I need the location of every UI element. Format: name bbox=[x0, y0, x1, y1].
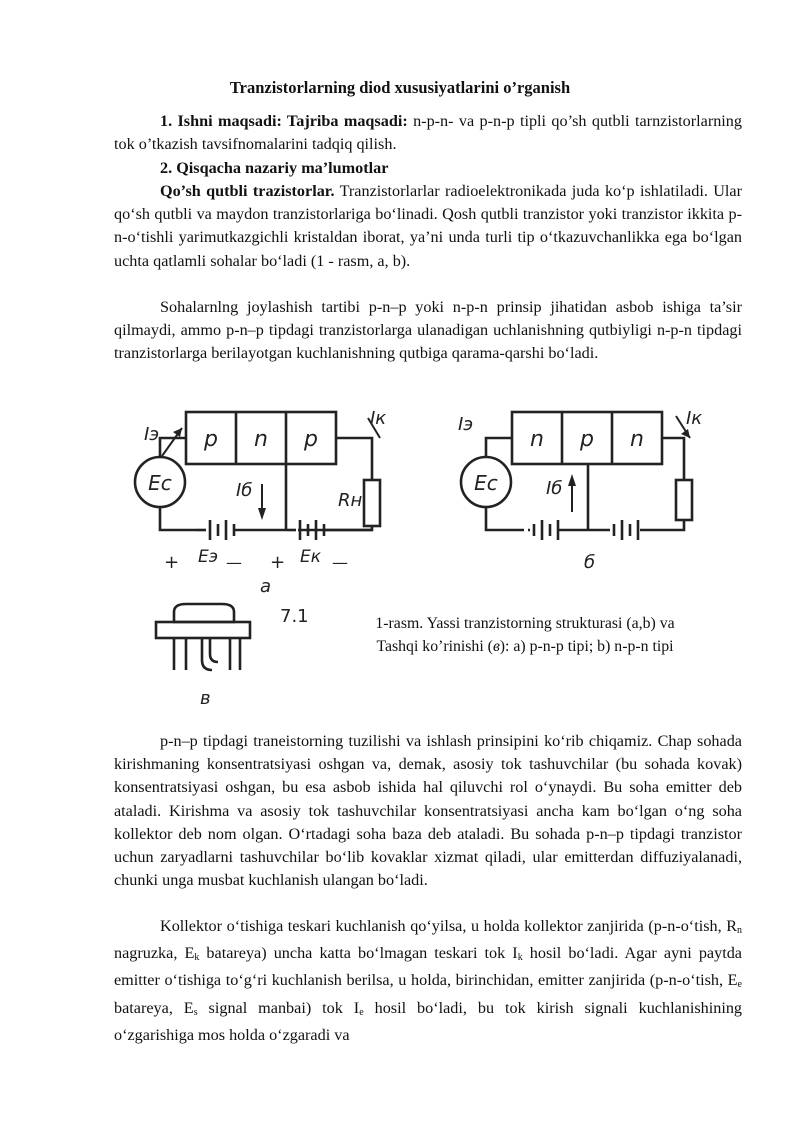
p4-sub-2: k bbox=[194, 952, 200, 964]
circuit-pnp bbox=[135, 408, 386, 597]
p4-sub-4: e bbox=[737, 979, 742, 991]
p4-sub-3: k bbox=[517, 952, 523, 964]
battery-ek-label: Eк bbox=[300, 547, 322, 567]
figure-caption bbox=[340, 612, 710, 658]
battery-minus-2: — bbox=[332, 553, 348, 572]
caption-text-b: в bbox=[492, 638, 500, 655]
battery-ee-label: Eэ bbox=[198, 547, 219, 567]
arrow-icon bbox=[258, 508, 266, 520]
region-left-2: n bbox=[254, 427, 268, 452]
paragraph-2: Sohalarnlng joylashish tartibi p-n–p yoki n-p-n prinsip jihatidan asbob ishiga ta’sir qilmaydi, ammo p-n–p tipdagi tranzistorlarga ulanadigan uchlanishning qutbiyligi n-p-n tipdagi tranzistorlarga berilayotgan kuchlanishning qutbiga qarama-qarshi boʻladi. bbox=[114, 298, 742, 363]
p4-text-7: hosil boʻladi, bu tok kirish signali kuchlanishining oʻzgarishiga mos holda oʻzgaradi va bbox=[114, 998, 743, 1044]
caption-text-a: Tashqi ko’rinishi ( bbox=[376, 638, 493, 655]
battery-plus-2: + bbox=[270, 552, 286, 573]
p4-sub-1: n bbox=[737, 925, 742, 936]
battery-minus-1: — bbox=[226, 553, 242, 572]
current-ib-right: Iб bbox=[546, 478, 563, 499]
subfigure-letter-a: a bbox=[260, 576, 272, 597]
subfigure-letter-b: б bbox=[584, 552, 596, 573]
p4-text-2: nagruzka, E bbox=[114, 944, 195, 963]
page-title: Tranzistorlarning diod xususiyatlarini o’rganish bbox=[229, 78, 571, 97]
transistor-figure bbox=[110, 398, 730, 716]
paragraph-1-text: Tranzistorlarlar radioelektronikada juda koʻp ishlatiladi. Ular qoʻsh qutbli va maydon tranzistorlariga boʻlinadi. Qosh qutbli tranzistor yoki tranzistor ikkita p-n-oʻtishli yarimutkazgichli kristaldan iborat, ya’ni unda turli tip oʻtkazuvchanlikka ega boʻlgan uchta qatlamli sohalar boʻladi (1 - rasm, a, b). bbox=[114, 182, 742, 270]
subfigure-letter-v: в bbox=[200, 688, 211, 709]
paragraph-1-lead: Qo’sh qutbli trazistorlar. bbox=[160, 182, 335, 200]
current-ik-left: Iк bbox=[370, 408, 387, 429]
load-label-left: Rн bbox=[338, 490, 363, 511]
source-label-right: Ec bbox=[474, 471, 498, 495]
section-1-heading: 1. Ishni maqsadi: Tajriba maqsadi: bbox=[160, 112, 408, 130]
paragraph-4 bbox=[114, 915, 742, 1047]
region-right-3: n bbox=[630, 427, 644, 452]
p4-text-5: batareya, E bbox=[114, 998, 194, 1017]
current-ib-left: Iб bbox=[236, 480, 253, 501]
region-left-3: p bbox=[304, 427, 318, 452]
current-ie-right: Iэ bbox=[458, 414, 474, 435]
circuit-npn bbox=[458, 408, 702, 573]
caption-line-2 bbox=[340, 635, 710, 658]
region-right-2: p bbox=[580, 427, 594, 452]
section-2-heading: 2. Qisqacha nazariy ma’lumotlar bbox=[160, 159, 389, 177]
battery-plus-1: + bbox=[164, 552, 180, 573]
arrow-icon bbox=[568, 474, 576, 486]
p4-text-3: batareya) uncha katta boʻlmagan teskari tok I bbox=[199, 944, 518, 963]
caption-line-1: 1-rasm. Yassi tranzistorning strukturasi (a,b) va bbox=[375, 615, 675, 632]
current-ie-left: Iэ bbox=[144, 424, 160, 445]
source-label-left: Ec bbox=[148, 471, 172, 495]
paragraph-1 bbox=[114, 180, 742, 273]
figure-number: 7.1 bbox=[280, 606, 309, 627]
p4-text-6: signal manbai) tok I bbox=[197, 998, 360, 1017]
section-1-paragraph bbox=[114, 110, 742, 156]
paragraph-3: p-n–p tipdagi traneistorning tuzilishi va ishlash prinsipini koʻrib chiqamiz. Chap sohada kirishmaning konsentratsiyasi oshgan va, demak, asosiy tok tashuvchilar (bu sohada kovak) konsentratsiyasi oshgan, bu esa asbob ishida hal qiluvchi rol oʻynaydi. Bu soha emitter deb ataladi. Kirishma va asosiy tok tashuvchilar konsentratsiyasi ancha kam boʻlgan oʻng soha kollektor deb nom olgan. Oʻrtadagi soha baza deb ataladi. Bu sohada p-n–p tipdagi tranzistor uchun zaryadlarni tashuvchilar boʻlib kovaklar xizmat qiladi, ular emitterdan diffuziyalanadi, chunki unga musbat kuchlanish ulangan boʻladi. bbox=[114, 732, 742, 890]
caption-text-c: ): a) p-n-p tipi; b) n-p-n tipi bbox=[499, 638, 674, 655]
region-right-1: n bbox=[530, 427, 544, 452]
region-left-1: p bbox=[204, 427, 218, 452]
current-ik-right: Iк bbox=[686, 408, 703, 429]
p4-sub-6: e bbox=[359, 1006, 364, 1018]
section-1-text: n-p-n- va p-n-p tipli qo’sh qutbli tarnzistorlarning tok o’tkazish tavsifnomalarini tadqiq qilish. bbox=[114, 112, 742, 154]
transistor-package-drawing bbox=[156, 604, 250, 709]
p4-sub-5: s bbox=[193, 1006, 198, 1018]
p4-text-1: Kollektor oʻtishiga teskari kuchlanish qoʻyilsa, u holda kollektor zanjirida (p-n-oʻtish, R bbox=[160, 917, 737, 935]
p4-text-4: hosil boʻladi. Agar ayni paytda emitter oʻtishiga toʻgʻri kuchlanish berilsa, u holda, birinchidan, emitter zanjirida (p-n-oʻtish, E bbox=[114, 944, 742, 990]
